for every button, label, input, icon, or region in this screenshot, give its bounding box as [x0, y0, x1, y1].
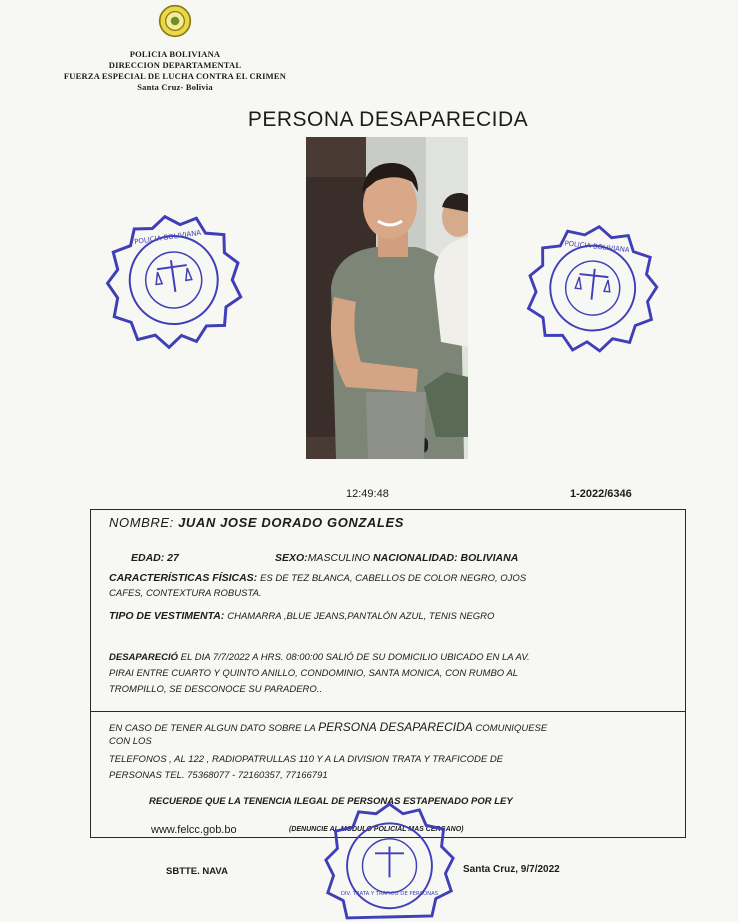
police-seal-right	[518, 213, 667, 366]
police-badge-icon	[158, 4, 192, 38]
officer-name: SBTTE. NAVA	[166, 866, 228, 877]
header-line-2: DIRECCION DEPARTAMENTAL	[108, 60, 242, 70]
police-seal-bottom	[322, 800, 457, 922]
stamp-time: 12:49:48	[346, 488, 389, 500]
nationality-label: NACIONALIDAD:	[373, 552, 458, 564]
seal-bottom-text: DIV. TRATA Y TRAFICO DE PERSONAS	[340, 890, 439, 897]
legal-warning: RECUERDE QUE LA TENENCIA ILEGAL DE PERSONAS ESTAPENADO POR LEY	[149, 796, 513, 807]
age-value: 27	[167, 552, 179, 564]
missing-person-photo	[306, 137, 468, 459]
disappeared-line-2: PIRAI ENTRE CUARTO Y QUINTO ANILLO, CONDOMINIO, SANTA MONICA, CON RUMBO AL	[109, 668, 519, 679]
details-box	[90, 509, 686, 838]
features-label: CARACTERÍSTICAS FÍSICAS:	[109, 572, 258, 584]
police-seal-left	[95, 203, 253, 361]
header-line-1: POLICIA BOLIVIANA	[129, 49, 221, 59]
contact-line-2: CON LOS	[109, 736, 152, 747]
name-label: NOMBRE:	[109, 515, 174, 530]
disappeared-line-3: TROMPILLO, SE DESCONOCE SU PARADERO..	[109, 684, 323, 695]
disappeared-line-1: EL DIA 7/7/2022 A HRS. 08:00:00 SALIÓ DE SU DOMICILIO UBICADO EN LA AV.	[180, 652, 530, 663]
clothing-value: CHAMARRA ,BLUE JEANS,PANTALÓN AZUL, TENIS NEGRO	[227, 611, 495, 622]
contact-line-1c: COMUNIQUESE	[475, 723, 548, 734]
contact-line-3: TELEFONOS , AL 122 , RADIOPATRULLAS 110 Y A LA DIVISION TRATA Y TRAFICODE DE	[109, 754, 504, 765]
seal-left-text: POLICIA BOLIVIANA	[133, 228, 202, 247]
contact-line-4: PERSONAS TEL. 75368077 - 72160357, 77166791	[109, 770, 328, 781]
header-line-4: Santa Cruz- Bolivia	[137, 82, 213, 92]
age-label: EDAD:	[131, 552, 165, 564]
report-note: (DENUNCIE AL MODULO POLICIAL MAS CERCANO)	[289, 826, 464, 833]
disappeared-label: DESAPARECIÓ	[109, 652, 178, 663]
case-number: 1-2022/6346	[570, 488, 632, 500]
place-date: Santa Cruz, 9/7/2022	[463, 864, 560, 875]
contact-line-1a: EN CASO DE TENER ALGUN DATO SOBRE LA	[109, 723, 316, 734]
sex-value: MASCULINO	[307, 552, 371, 564]
features-line-2: CAFES, CONTEXTURA ROBUSTA.	[109, 588, 262, 599]
features-line-1: ES DE TEZ BLANCA, CABELLOS DE COLOR NEGRO, OJOS	[260, 573, 527, 584]
letterhead	[40, 4, 310, 93]
website-link[interactable]: www.felcc.gob.bo	[151, 824, 237, 836]
page-title: PERSONA DESAPARECIDA	[247, 108, 529, 131]
seal-right-text: POLICIA BOLIVIANA	[564, 239, 630, 255]
header-line-3: FUERZA ESPECIAL DE LUCHA CONTRA EL CRIMEN	[63, 71, 287, 81]
contact-line-1b: PERSONA DESAPARECIDA	[318, 720, 473, 734]
person-details	[91, 510, 685, 712]
name-value: JUAN JOSE DORADO GONZALES	[178, 515, 405, 530]
nationality-value: BOLIVIANA	[460, 552, 519, 564]
sex-label: SEXO:	[275, 552, 308, 564]
clothing-label: TIPO DE VESTIMENTA:	[109, 610, 225, 622]
